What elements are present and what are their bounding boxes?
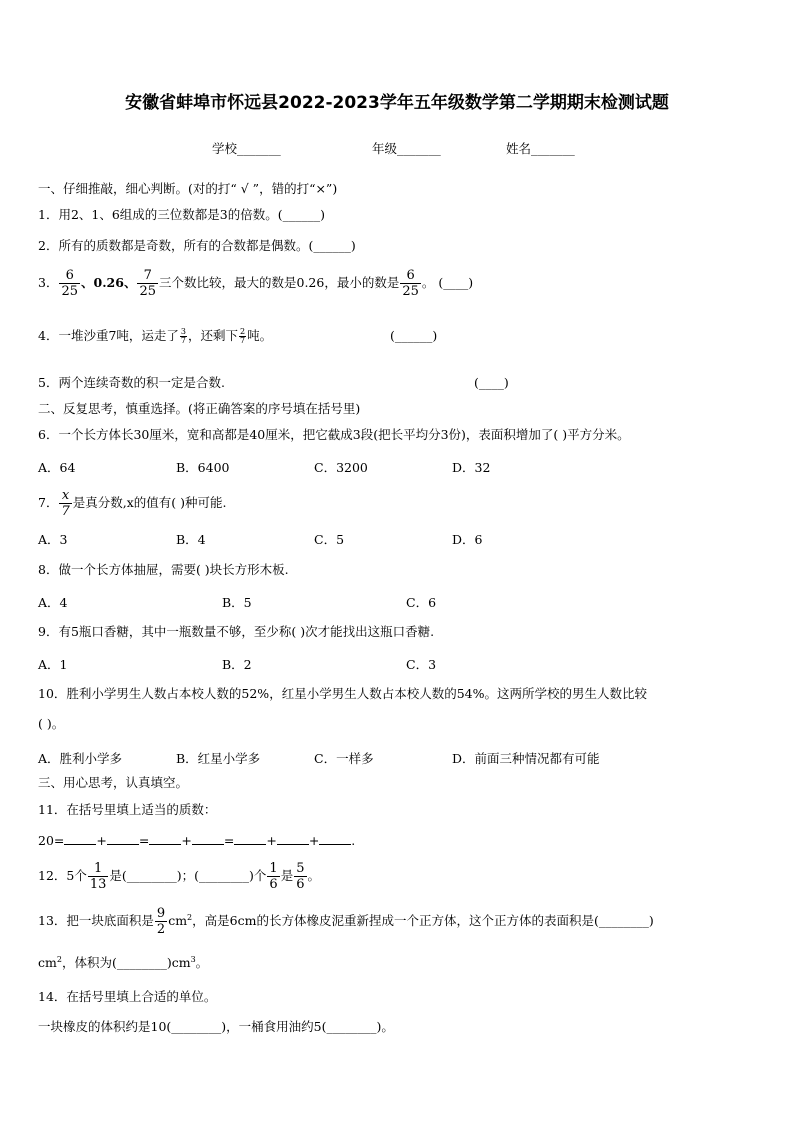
q8-option-b[interactable]: B．5 <box>222 595 252 610</box>
question-10-line2[interactable]: ( )。 <box>38 716 65 731</box>
question-6: 6．一个长方体长30厘米，宽和高都是40厘米，把它截成3段(把长平均分3份)，表面积增加了( )平方分米。 <box>38 427 630 442</box>
q3-fraction-2: $\frac{7}{25}$ <box>139 268 156 299</box>
question-4: 4．一堆沙重7吨，运走了 $\frac{3}{7}$ ，还剩下 $\frac{2}{7}$ 吨。 <box>38 327 273 345</box>
question-9: 9．有5瓶口香糖，其中一瓶数量不够，至少称( )次才能找出这瓶口香糖. <box>38 624 435 639</box>
q11-blank-4[interactable] <box>192 843 224 845</box>
q7-option-d[interactable]: D．6 <box>452 532 483 547</box>
section3-heading: 三、用心思考，认真填空。 <box>38 775 189 790</box>
q10-option-a[interactable]: A．胜利小学多 <box>38 751 123 766</box>
q13-fraction: $\frac{9}{2}$ <box>156 906 166 938</box>
q9-option-c[interactable]: C．3 <box>406 657 437 672</box>
q4-fraction-1: $\frac{3}{7}$ <box>180 327 186 345</box>
q3-fraction-3: $\frac{6}{25}$ <box>402 268 419 299</box>
q3-fraction-1: $\frac{6}{25}$ <box>61 268 78 299</box>
q7-option-c[interactable]: C．5 <box>314 532 345 547</box>
question-13-line2: $cm^2$，体积为$(\_\_\_\_\_\_\_\_)cm^3$。 <box>38 955 209 971</box>
q11-blank-1[interactable] <box>64 843 96 845</box>
name-field[interactable]: 姓名_______ <box>506 141 575 156</box>
question-1: 1．用2、1、6组成的三位数都是3的倍数。(______) <box>38 207 326 222</box>
q12-fraction-1: $\frac{1}{13}$ <box>89 861 107 892</box>
q3-number: 3． <box>38 275 59 290</box>
q11-equation: 20= + = + = + + . <box>38 833 356 848</box>
q8-option-a[interactable]: A．4 <box>38 595 68 610</box>
q8-option-c[interactable]: C．6 <box>406 595 437 610</box>
question-12: 12．5个 $\frac{1}{13}$ 是(________)；(________)个 $\frac{1}{6}$ 是 $\frac{5}{6}$ 。 <box>38 861 321 892</box>
q9-option-b[interactable]: B．2 <box>222 657 252 672</box>
q7-option-b[interactable]: B．4 <box>176 532 206 547</box>
q12-fraction-3: $\frac{5}{6}$ <box>296 861 305 892</box>
q9-option-a[interactable]: A．1 <box>38 657 68 672</box>
question-11: 11．在括号里填上适当的质数： <box>38 802 217 817</box>
q6-option-d[interactable]: D．32 <box>452 460 491 475</box>
question-10-line1: 10．胜利小学男生人数占本校人数的52%，红星小学男生人数占本校人数的54%。这两所学校的男生人数比较 <box>38 686 647 701</box>
grade-field[interactable]: 年级_______ <box>372 141 441 156</box>
q11-blank-5[interactable] <box>234 843 266 845</box>
q6-option-a[interactable]: A．64 <box>38 460 76 475</box>
question-5: 5．两个连续奇数的积一定是合数. <box>38 375 225 390</box>
question-2: 2．所有的质数都是奇数，所有的合数都是偶数。(______) <box>38 238 356 253</box>
question-8: 8．做一个长方体抽屉，需要( )块长方形木板. <box>38 562 289 577</box>
q6-option-b[interactable]: B．6400 <box>176 460 230 475</box>
page-title: 安徽省蚌埠市怀远县2022-2023学年五年级数学第二学期期末检测试题 <box>125 93 669 113</box>
q7-fraction: $\frac{x}{7}$ <box>61 488 70 519</box>
q11-blank-7[interactable] <box>319 843 351 845</box>
question-13-line1: 13．把一块底面积是 $\frac{9}{2}$ $cm^2$，高是6cm的长方体橡皮泥重新捏成一个正方体，这个正方体的表面积是(________) <box>38 906 654 938</box>
q11-blank-6[interactable] <box>277 843 309 845</box>
q6-option-c[interactable]: C．3200 <box>314 460 368 475</box>
q10-option-b[interactable]: B．红星小学多 <box>176 751 261 766</box>
question-3: 3． $\frac{6}{25}$ 、0.26、 $\frac{7}{25}$ 三个数比较，最大的数是0.26，最小的数是 $\frac{6}{25}$ 。 (____) <box>38 268 474 299</box>
section1-heading: 一、仔细推敲，细心判断。(对的打“ √ ”，错的打“×”) <box>38 181 338 196</box>
q7-option-a[interactable]: A．3 <box>38 532 68 547</box>
q10-option-c[interactable]: C．一样多 <box>314 751 374 766</box>
q12-fraction-2: $\frac{1}{6}$ <box>269 861 278 892</box>
q5-answer-paren[interactable]: (____) <box>474 375 509 390</box>
school-field[interactable]: 学校_______ <box>212 141 281 156</box>
q4-answer-paren[interactable]: (______) <box>390 328 438 343</box>
question-14-line2[interactable]: 一块橡皮的体积约是10(________)，一桶食用油约5(________)。 <box>38 1019 394 1034</box>
question-7: 7． $\frac{x}{7}$ 是真分数,x的值有( )种可能. <box>38 488 227 519</box>
q10-option-d[interactable]: D．前面三种情况都有可能 <box>452 751 600 766</box>
q11-blank-2[interactable] <box>107 843 139 845</box>
q11-blank-3[interactable] <box>149 843 181 845</box>
question-14: 14．在括号里填上合适的单位。 <box>38 989 217 1004</box>
section2-heading: 二、反复思考，慎重选择。(将正确答案的序号填在括号里) <box>38 401 361 416</box>
q4-fraction-2: $\frac{2}{7}$ <box>240 327 246 345</box>
